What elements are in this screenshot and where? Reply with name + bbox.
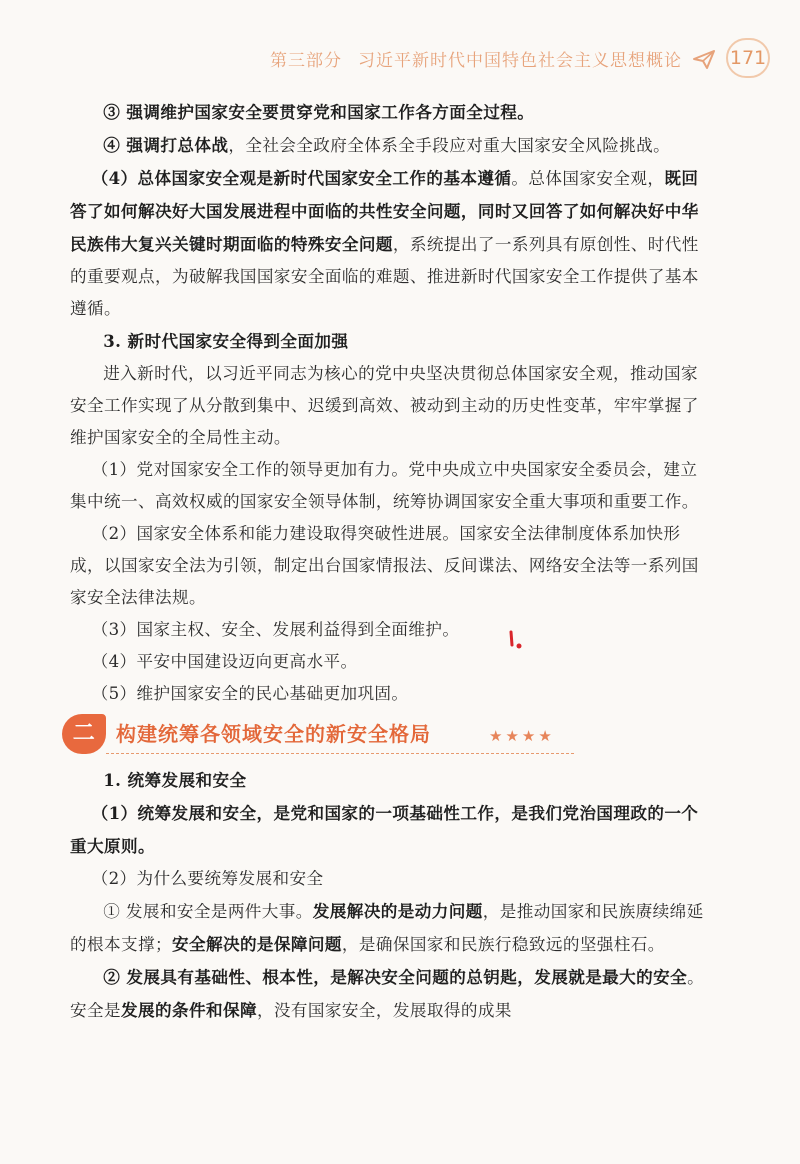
part-label: 第三部分 xyxy=(270,51,342,71)
paragraph: （4）平安中国建设迈向更高水平。 xyxy=(91,652,358,671)
section-banner xyxy=(62,710,714,758)
paragraph: （1）党对国家安全工作的领导更加有力。党中央成立中央国家安全委员会，建立集中统一、高效权威的国家安全领导体制，统筹协调国家安全重大事项和重要工作。 xyxy=(70,460,699,511)
section-number-badge: 二 xyxy=(62,714,106,754)
banner-divider xyxy=(106,753,574,754)
subheading: 3. 新时代国家安全得到全面加强 xyxy=(103,331,349,351)
page-header xyxy=(0,38,800,78)
page-number: 171 xyxy=(726,38,770,78)
paragraph: ③ 强调维护国家安全要贯穿党和国家工作各方面全过程。 xyxy=(103,102,535,122)
paragraph: ② 发展具有基础性、根本性，是解决安全问题的总钥匙，发展就是最大的安全。安全是发展的条件和保障，没有国家安全，发展取得的成果 xyxy=(70,967,705,1020)
importance-stars: ★★★★ xyxy=(489,727,555,745)
subheading: 1. 统筹发展和安全 xyxy=(103,770,247,790)
red-pen-mark-icon xyxy=(507,630,523,652)
page-body xyxy=(70,96,714,1027)
paragraph: （2）为什么要统筹发展和安全 xyxy=(91,869,324,888)
paragraph: （5）维护国家安全的民心基础更加巩固。 xyxy=(91,684,409,703)
chapter-title: 习近平新时代中国特色社会主义思想概论 xyxy=(358,51,682,71)
paragraph: （1）统筹发展和安全，是党和国家的一项基础性工作，是我们党治国理政的一个重大原则。 xyxy=(70,803,699,856)
paper-plane-icon xyxy=(692,48,716,70)
paragraph: （4）总体国家安全观是新时代国家安全工作的基本遵循。总体国家安全观，既回答了如何解决好大国发展进程中面临的共性安全问题，同时又回答了如何解决好中华民族伟大复兴关键时期面临的特殊安全问题，系统提出了一系列具有原创性、时代性的重要观点，为破解我国国家安全面临的难题、推进新时代国家安全工作提供了基本遵循。 xyxy=(70,168,699,318)
running-head xyxy=(270,46,682,71)
paragraph: （2）国家安全体系和能力建设取得突破性进展。国家安全法律制度体系加快形成，以国家安全法为引领，制定出台国家情报法、反间谍法、网络安全法等一系列国家安全法律法规。 xyxy=(70,524,699,607)
paragraph: ④ 强调打总体战，全社会全政府全体系全手段应对重大国家安全风险挑战。 xyxy=(103,135,671,155)
paragraph: ① 发展和安全是两件大事。发展解决的是动力问题，是推动国家和民族赓续绵延的根本支撑；安全解决的是保障问题，是确保国家和民族行稳致远的坚强柱石。 xyxy=(70,901,704,954)
section-title: 构建统筹各领域安全的新安全格局 xyxy=(116,722,431,746)
paragraph: （3）国家主权、安全、发展利益得到全面维护。 xyxy=(91,620,460,639)
paragraph: 进入新时代，以习近平同志为核心的党中央坚决贯彻总体国家安全观，推动国家安全工作实现了从分散到集中、迟缓到高效、被动到主动的历史性变革，牢牢掌握了维护国家安全的全局性主动。 xyxy=(70,364,699,447)
